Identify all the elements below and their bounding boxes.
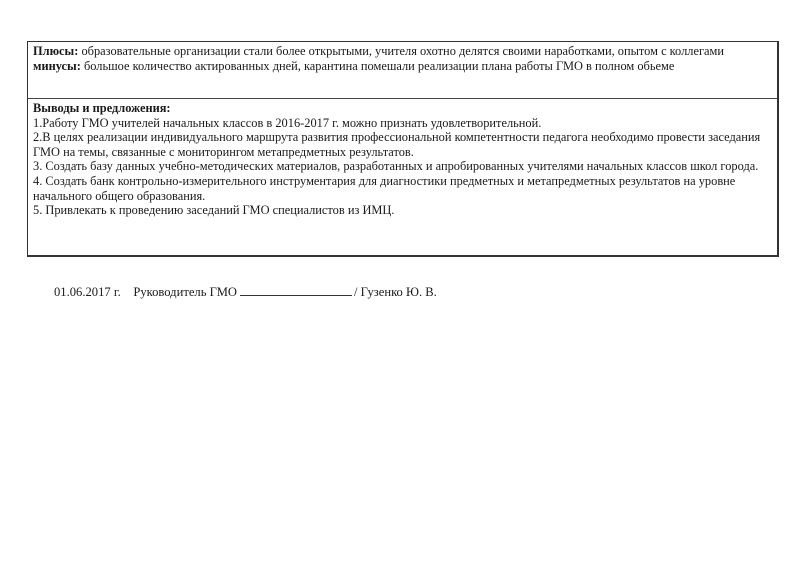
footer-name: Гузенко Ю. В. [360,285,437,299]
pros-text: образовательные организации стали более открытыми, учителя охотно делятся своими наработками, опытом с коллегами [78,44,725,58]
minus-label: минусы: [33,58,81,73]
minus-block [33,59,674,73]
conclusions-cell [28,99,777,255]
conclusion-item-3: 3. Создать базу данных учебно-методических материалов, разработанных и апробированных учителями начальных классов школ города. [33,159,759,174]
conclusions-title: Выводы и предложения: [33,101,171,115]
conclusion-item-4: 4. Создать банк контрольно-измерительного инструментария для диагностики предметных и метапредметных результатов на уровне начального общего образования. [33,173,736,203]
footer-separator: / [354,285,358,299]
conclusion-item-5: 5. Привлекать к проведению заседаний ГМО специалистов из ИМЦ. [33,203,395,218]
footer-role: Руководитель ГМО [133,285,238,299]
conclusion-item-1: 1.Работу ГМО учителей начальных классов в 2016-2017 г. можно признать удовлетворительной. [33,115,542,130]
pros-label: Плюсы: [33,44,79,58]
report-table [27,41,779,257]
signature-line [54,284,437,300]
pros-block [33,44,724,58]
conclusion-item-2: 2.В целях реализации индивидуального маршрута развития профессиональной компетентности педагога необходимо провести заседания ГМО на темы, связанные с мониторингом метапредметных результатов. [33,130,761,159]
footer-date: 01.06.2017 г. [54,285,121,299]
minus-text: большое количество актированных дней, карантина помешали реализации плана работы ГМО в полном обьеме [80,58,675,73]
pros-cons-cell [28,42,777,99]
signature-blank [240,284,352,296]
